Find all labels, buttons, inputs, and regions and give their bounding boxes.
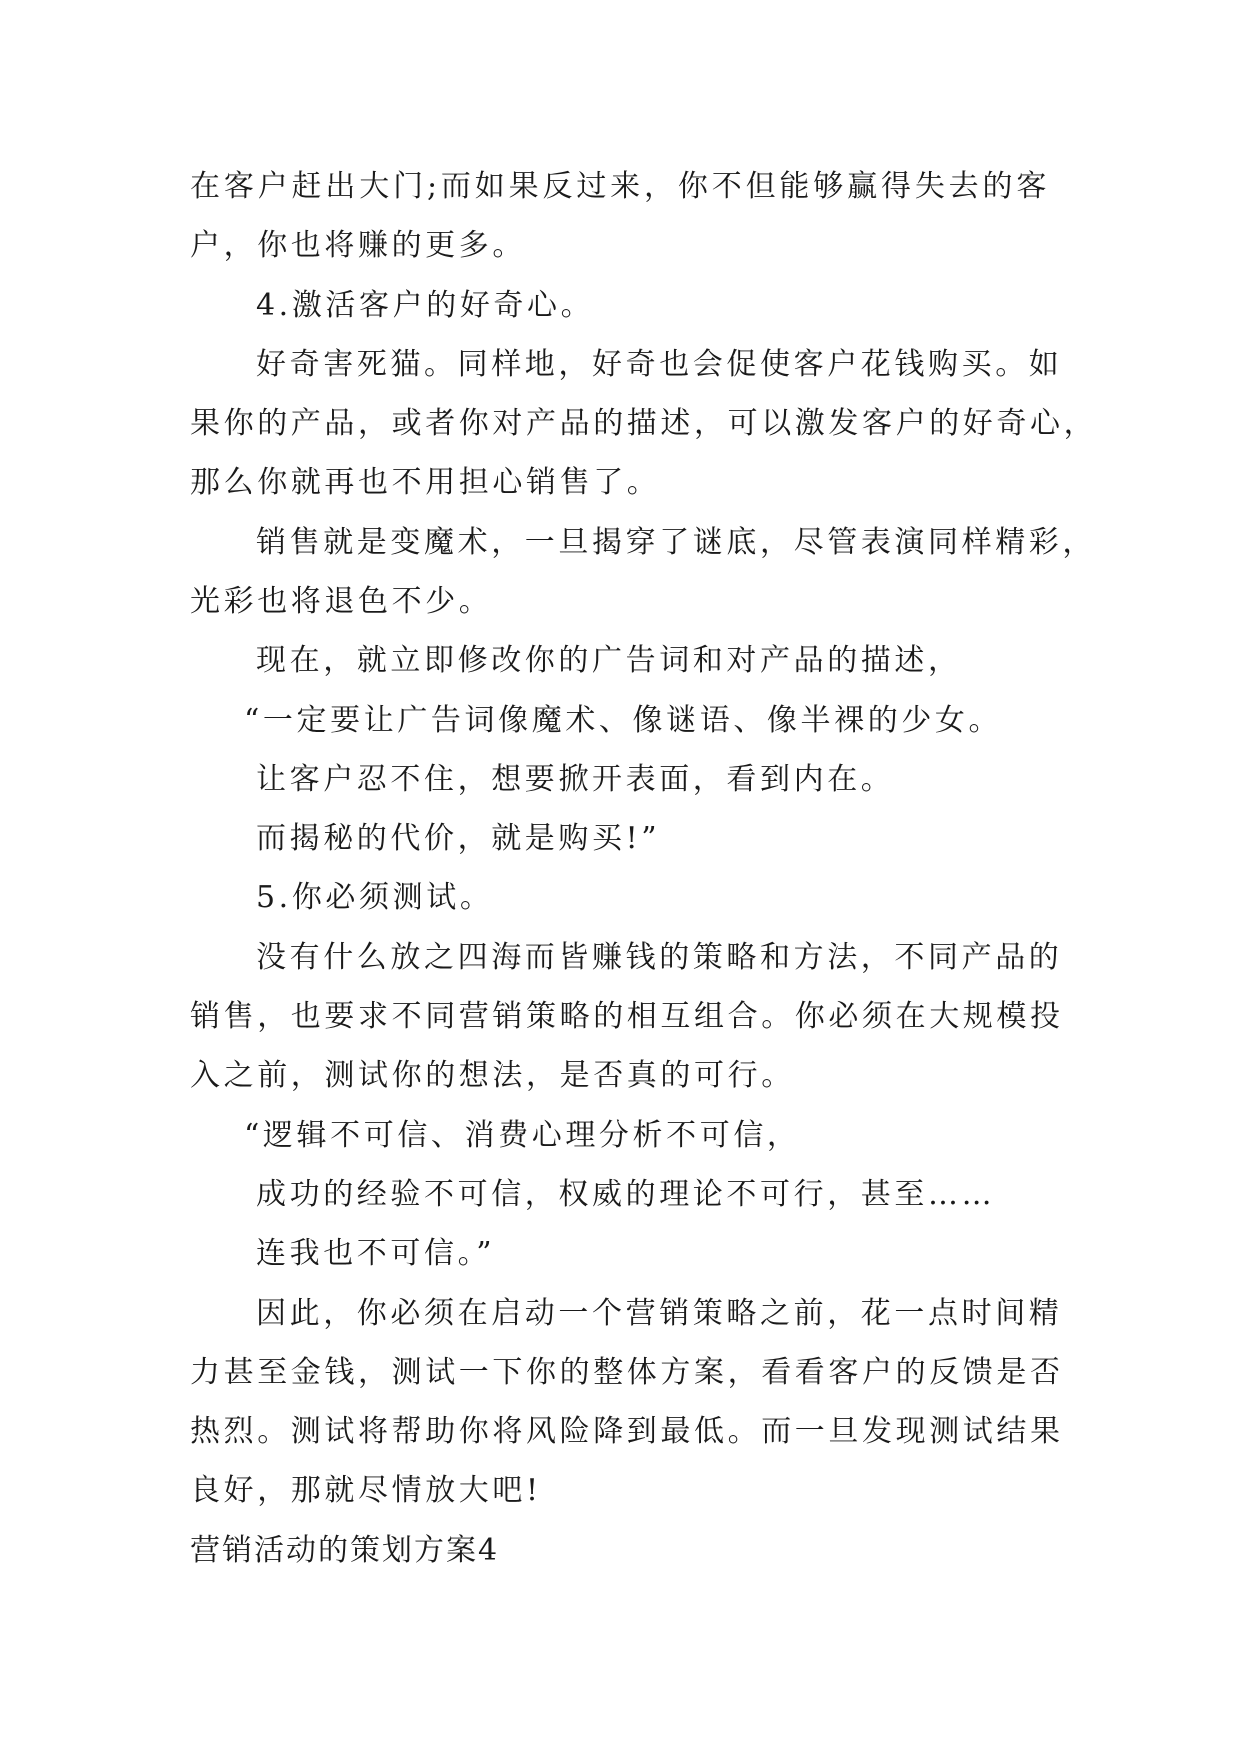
text-line: 入之前，测试你的想法，是否真的可行。 — [190, 1058, 795, 1093]
section-item-heading: 4.激活客户的好奇心。 — [256, 288, 595, 323]
section-item-heading: 5.你必须测试。 — [256, 880, 494, 915]
text-line: 没有什么放之四海而皆赚钱的策略和方法，不同产品的 — [256, 940, 1063, 975]
text-line: 光彩也将退色不少。 — [190, 584, 493, 619]
text-line: 果你的产品，或者你对产品的描述，可以激发客户的好奇心， — [190, 406, 1098, 441]
text-line: 热烈。测试将帮助你将风险降到最低。而一旦发现测试结果 — [190, 1414, 1064, 1449]
text-line: 销售就是变魔术，一旦揭穿了谜底，尽管表演同样精彩， — [256, 525, 1096, 560]
quote-line: 连我也不可信。” — [256, 1236, 496, 1271]
text-line: 在客户赶出大门;而如果反过来，你不但能够赢得失去的客 — [190, 169, 1050, 204]
text-line: 那么你就再也不用担心销售了。 — [190, 465, 661, 500]
section-heading: 营销活动的策划方案4 — [190, 1533, 500, 1568]
text-line: 因此，你必须在启动一个营销策略之前，花一点时间精 — [256, 1296, 1063, 1331]
text-line: 现在，就立即修改你的广告词和对产品的描述， — [256, 643, 962, 678]
quote-line: “逻辑不可信、消费心理分析不可信， — [244, 1118, 801, 1153]
text-line: 户，你也将赚的更多。 — [190, 228, 526, 263]
quote-line: 成功的经验不可信，权威的理论不可行，甚至…… — [256, 1177, 996, 1212]
text-line: 力甚至金钱，测试一下你的整体方案，看看客户的反馈是否 — [190, 1355, 1064, 1390]
quote-line: 而揭秘的代价，就是购买!” — [256, 821, 661, 856]
quote-line: “一定要让广告词像魔术、像谜语、像半裸的少女。 — [244, 703, 1003, 738]
text-line: 良好，那就尽情放大吧! — [190, 1473, 542, 1508]
text-line: 销售，也要求不同营销策略的相互组合。你必须在大规模投 — [190, 999, 1064, 1034]
quote-line: 让客户忍不住，想要掀开表面，看到内在。 — [256, 762, 895, 797]
text-line: 好奇害死猫。同样地，好奇也会促使客户花钱购买。如 — [256, 347, 1063, 382]
